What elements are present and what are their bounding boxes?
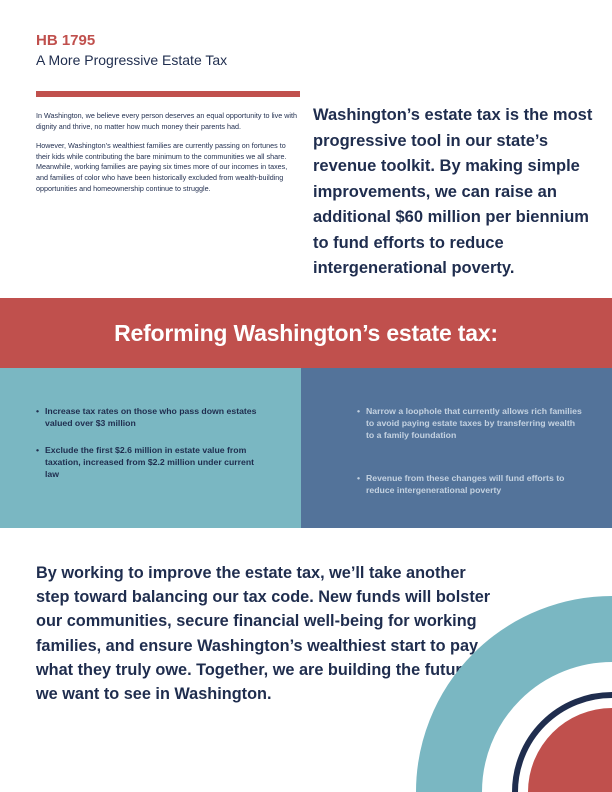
reforms-panel-right <box>301 368 612 528</box>
lead-statement: Washington’s estate tax is the most progressive tool in our state’s revenue toolkit. By making simple improvements, we can raise an additional $60 million per biennium to fund efforts to reduce intergenerational poverty. <box>313 106 593 277</box>
reform-bullet: • Revenue from these changes will fund efforts to reduce intergenerational poverty <box>357 472 585 496</box>
red-circle <box>528 708 612 792</box>
navy-ring <box>515 695 612 792</box>
intro-text <box>36 111 300 203</box>
reform-bullet: • Narrow a loophole that currently allows rich families to avoid paying estate taxes by transferring wealth to a family foundation <box>357 405 585 442</box>
reforms-panel-left <box>0 368 301 528</box>
reform-bullet: • Increase tax rates on those who pass down estates valued over $3 million <box>36 405 266 429</box>
reform-bullet: • Exclude the first $2.6 million in estate value from taxation, increased from $2.2 million under current law <box>36 444 266 481</box>
intro-paragraph: In Washington, we believe every person deserves an equal opportunity to live with dignity and thrive, no matter how much money their parents had. <box>36 111 298 131</box>
section-banner <box>0 298 612 368</box>
intro-paragraph: However, Washington’s wealthiest families are currently passing on fortunes to their kids while contributing the bare minimum to the communities we all share. Meanwhile, working families are paying six times more of our incomes in taxes, and families of color who have been historically excluded from wealth-building opportunities and homeownership continue to struggle. <box>36 141 288 193</box>
bill-title: A More Progressive Estate Tax <box>36 52 228 68</box>
bill-number: HB 1795 <box>36 32 96 49</box>
closing-statement: By working to improve the estate tax, we’ll take another step toward balancing our tax code. New funds will bolster our communities, secure financial well-being for working families, and ensure Washington’s wealthiest start to pay what they truly owe. Together, we are building the future we want to see in Washington. <box>36 564 491 704</box>
section-title: Reforming Washington’s estate tax: <box>114 319 498 346</box>
header-divider <box>36 91 300 97</box>
